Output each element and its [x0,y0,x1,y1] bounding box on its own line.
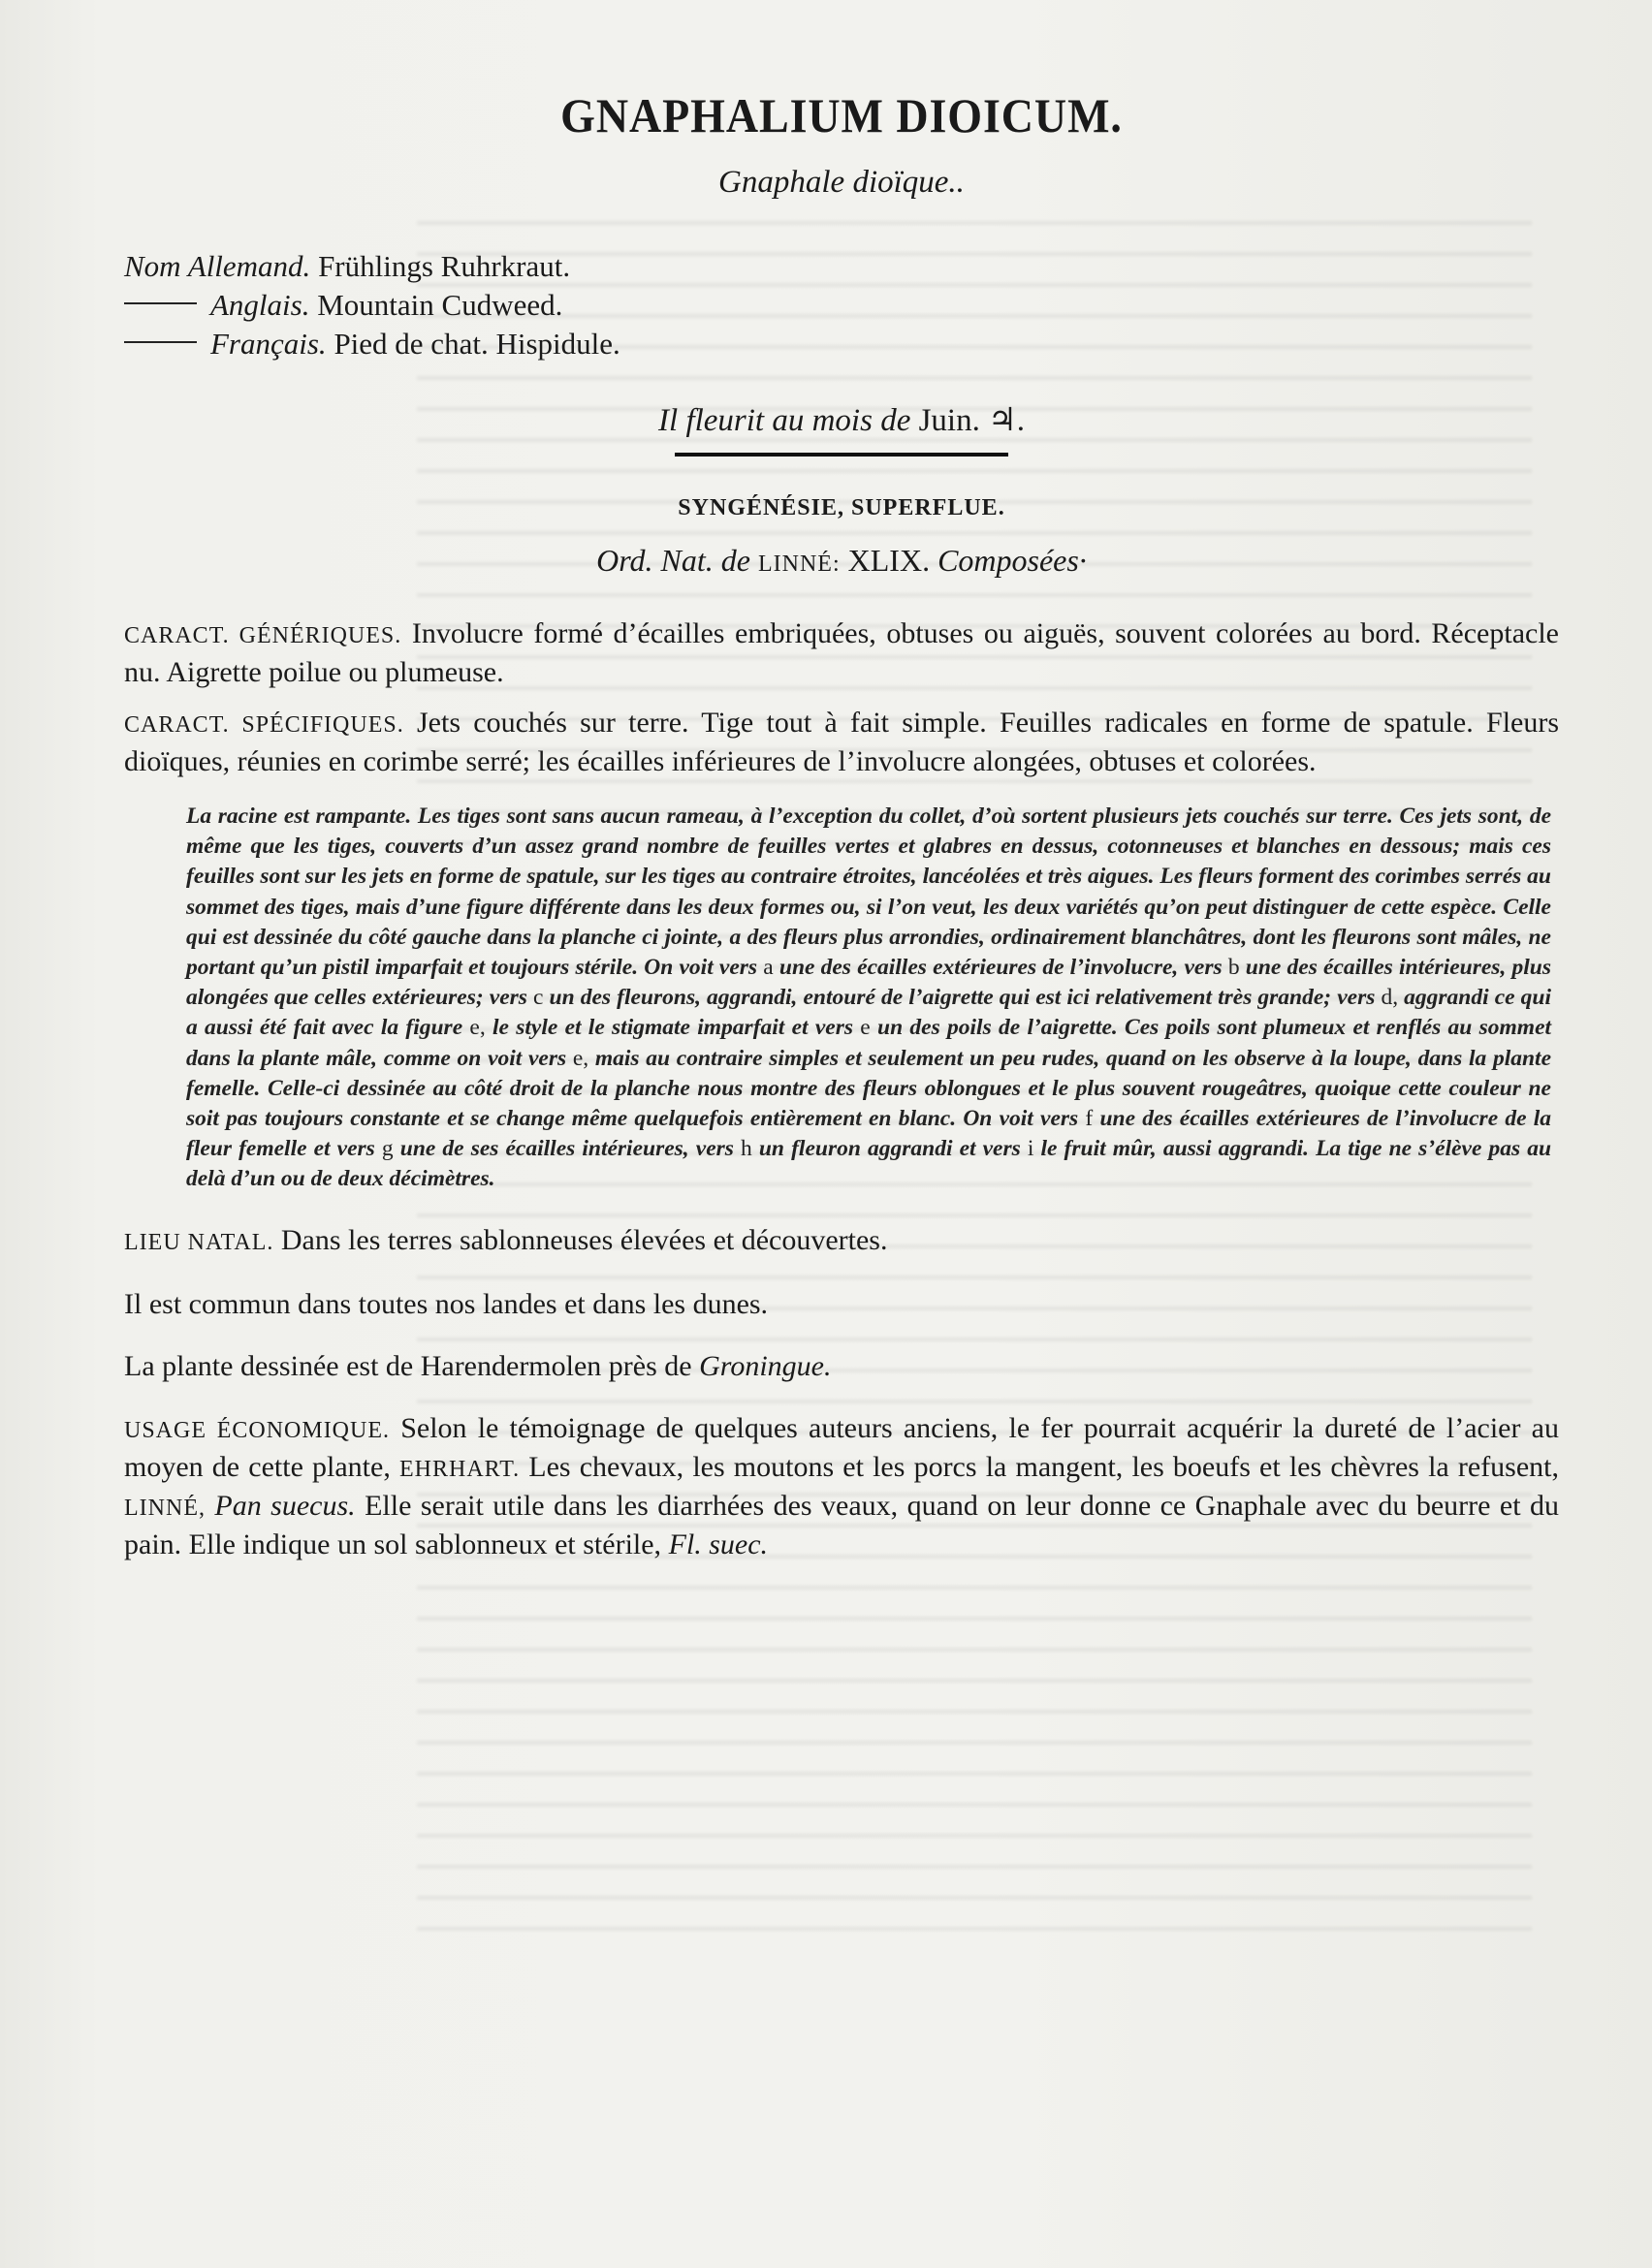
name-value: Pied de chat. Hispidule. [334,327,620,361]
name-value: Mountain Cudweed. [317,288,563,322]
desc-text: un des fleurons, aggrandi, entouré de l’aigrette qui est ici relativement très grande; vers [549,985,1376,1011]
vernacular-names [124,247,1559,363]
desc-text: une des écailles extérieures de l’involucre de la fleur femelle et vers [186,1106,1552,1162]
generic-characters [124,615,1559,691]
name-lang: Français. [210,327,327,361]
desc-text: une des écailles intérieures, plus alongées que celles extérieures; vers [186,955,1551,1011]
desc-text: aggrandi ce qui a aussi été fait avec la figure [186,985,1551,1041]
desc-text: une des écailles extérieures de l’involucre, vers [778,955,1223,981]
desc-text: le fruit mûr, aussi aggrandi. La tige ne s’élève pas au delà d’un ou de deux décimètres. [186,1136,1552,1192]
page-title: GNAPHALIUM DIOICUM. [560,88,1123,142]
figure-letter: f [1085,1106,1094,1132]
desc-text: une de ses écailles intérieures, vers [399,1136,734,1162]
usage-text: Les chevaux, les moutons et les porcs la mangent, les boeufs et les chèvres la refusent, [528,1450,1560,1483]
drawn-location [124,1348,1559,1385]
figure-letter: e, [572,1045,589,1071]
commonness: Il est commun dans toutes nos landes et dans les dunes. [124,1287,769,1320]
drawn-text: La plante dessinée est de Harendermolen près de [124,1349,692,1382]
desc-text: La racine est rampante. Les tiges sont sans aucun rameau, à l’exception du collet, d’où sortent plusieurs jets couchés sur terre. Ces jets sont, de même que les tiges, couverts d’un assez grand nombre de feuilles vertes et glabres en dessus, cotonneuses et blanches en dessous; mais ces feuilles sont sur les jets en forme de spatule, sur les tiges au contraire étroites, lancéolées et très aigues. Les fleurs forment des corimbes serrés au sommet des tiges, mais d’une figure différente dans les deux formes ou, si l’on veut, les deux variétés qu’on peut distinguer de cette espèce. Celle qui est dessinée du côté gauche dans la planche ci jointe, a des fleurs plus arrondies, ordinairement blanchâtres, dont les fleurons sont mâles, ne portant qu’un pistil imparfait et toujours stérile. On voit vers [186,803,1551,981]
desc-text: le style et le stigmate imparfait et vers [492,1015,853,1041]
flowering-month: Juin. [918,403,980,438]
order-family: Composées· [937,543,1087,578]
name-row-french [124,325,1559,363]
generic-label: CARACT. GÉNÉRIQUES. [124,623,402,648]
figure-letter: g [381,1136,394,1162]
habitat [124,1222,1559,1261]
french-name: Gnaphale dioïque.. [718,165,965,200]
generic-text: Involucre formé d’écailles embriquées, obtuses ou aiguës, souvent colorées au bord. Réceptacle nu. Aigrette poilue ou plumeuse. [124,617,1559,688]
perennial-symbol: ♃. [988,403,1025,438]
figure-letter: h [741,1136,752,1162]
specific-text: Jets couchés sur terre. Tige tout à fait simple. Feuilles radicales en forme de spatule. Fleurs dioïques, réunies en corimbe serré; les écailles inférieures de l’involucre alongées, obtuses et colorées. [124,707,1560,777]
desc-text: un fleuron aggrandi et vers [758,1136,1021,1162]
habitat-label: LIEU NATAL. [124,1229,274,1255]
flowering-text: Il fleurit au mois de [658,403,911,438]
page-content [124,68,1559,1563]
figure-letter: e, [469,1015,486,1041]
divider-rule [675,453,1008,457]
order-prefix: Ord. Nat. de [596,543,750,578]
usage-text: Elle serait utile dans les diarrhées des veaux, quand on leur donne ce Gnaphale avec du beurre et du pain. Elle indique un sol sablonneux et stérile, [124,1489,1559,1560]
figure-letter: i [1027,1136,1034,1162]
name-row-english [124,286,1559,325]
usage-reference: Pan suecus. [214,1489,356,1522]
usage-reference: Fl. suec. [668,1528,769,1560]
economic-usage [124,1410,1559,1563]
ditto-dash [124,341,197,343]
desc-text: un des poils de l’aigrette. Ces poils sont plumeux et renflés au sommet dans la plante mâle, comme on voit vers [186,1015,1552,1071]
usage-label: USAGE ÉCONOMIQUE. [124,1417,391,1443]
linnaean-class: SYNGÉNÉSIE, SUPERFLUE. [678,495,1005,520]
figure-letter: b [1227,955,1240,981]
figure-letter: a [763,955,774,981]
name-row-german [124,247,1559,286]
specific-label: CARACT. SPÉCIFIQUES. [124,712,404,738]
ditto-dash [124,302,197,304]
figure-letter: d, [1381,985,1399,1011]
usage-author: LINNÉ, [124,1495,206,1521]
name-lang: Anglais. [210,288,310,322]
specific-characters [124,705,1559,780]
usage-author: EHRHART. [399,1456,521,1482]
name-lang: Nom Allemand. [124,249,311,283]
description-paragraph [186,802,1551,1195]
order-author: LINNÉ: [757,551,841,577]
flowering-line [124,400,1559,439]
figure-letter: c [533,985,544,1011]
desc-text: mais au contraire simples et seulement un peu rudes, quand on les observe à la loupe, dans la plante femelle. Celle-ci dessinée au côté droit de la planche nous montre des fleurs oblongues et le plus souvent rougeâtres, quoique cette couleur ne soit pas toujours constante et se change même quelquefois entièrement en blanc. On voit vers [186,1045,1552,1132]
habitat-text: Dans les terres sablonneuses élevées et découvertes. [280,1223,888,1256]
order-number: XLIX. [847,543,931,578]
drawn-place: Groningue. [699,1349,832,1382]
figure-letter: e [860,1015,871,1041]
name-value: Frühlings Ruhrkraut. [318,249,571,283]
usage-text: Selon le témoignage de quelques auteurs anciens, le fer pourrait acquérir la dureté de l’acier au moyen de cette plante, [124,1411,1559,1483]
natural-order [124,543,1559,579]
